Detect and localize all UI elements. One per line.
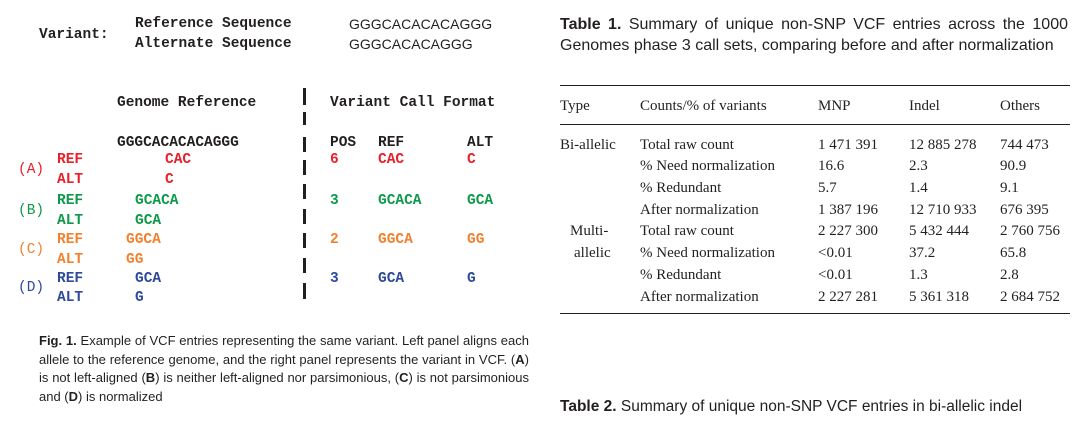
- table-cell: 1.3: [909, 267, 928, 283]
- table-header-rule: [560, 124, 1070, 125]
- case-b-ref-allele: GCACA: [135, 193, 179, 209]
- table-top-rule: [560, 85, 1070, 86]
- table-cell: Total raw count: [640, 223, 734, 239]
- case-a-vcf-alt: C: [467, 152, 476, 168]
- genome-reference-header: Genome Reference: [117, 95, 257, 111]
- table-bottom-rule: [560, 313, 1070, 314]
- table-cell: 9.1: [1000, 180, 1019, 196]
- table-cell: 2.3: [909, 158, 928, 174]
- table-cell: 16.6: [818, 158, 845, 174]
- pos-column-header: POS: [330, 135, 357, 151]
- table-cell: After normalization: [640, 202, 759, 218]
- genome-sequence: GGGCACACACAGGG: [117, 135, 239, 151]
- table-header-counts: Counts/% of variants: [640, 98, 767, 114]
- case-b-alt-allele: GCA: [135, 213, 162, 229]
- figure-caption: Fig. 1. Example of VCF entries representing the same variant. Left panel aligns each allele to the reference genome, and the right panel represents the variant in VCF. (A) is not left-aligned (B) is neither left-aligned nor parsimonious, (C) is not parsimonious and (D) is normalized: [39, 333, 529, 404]
- table-cell: Total raw count: [640, 137, 734, 153]
- table-cell: 744 473: [1000, 137, 1049, 153]
- case-d-pos: 3: [330, 271, 339, 287]
- table-cell: 65.8: [1000, 245, 1027, 261]
- case-a-ref-word: REF: [57, 152, 84, 168]
- table-cell: After normalization: [640, 289, 759, 305]
- table-cell: 2 227 281: [818, 289, 878, 305]
- case-c-alt-allele: GG: [126, 252, 144, 268]
- alt-column-header: ALT: [467, 135, 494, 151]
- group-multi-allelic-line1: Multi-: [570, 223, 609, 239]
- case-d-vcf-alt: G: [467, 271, 476, 287]
- alternate-sequence-label: Alternate Sequence: [135, 36, 292, 52]
- case-d-label: (D): [18, 280, 45, 296]
- case-d-vcf-ref: GCA: [378, 271, 405, 287]
- table-cell: 2 227 300: [818, 223, 878, 239]
- table-header-type: Type: [560, 98, 590, 114]
- table-cell: % Need normalization: [640, 245, 775, 261]
- table-cell: <0.01: [818, 267, 853, 283]
- case-d-alt-allele: G: [135, 290, 144, 306]
- case-b-alt-word: ALT: [57, 213, 84, 229]
- case-a-alt-allele: C: [165, 172, 174, 188]
- table-cell: 5 432 444: [909, 223, 969, 239]
- reference-sequence: GGGCACACACAGGG: [349, 16, 493, 32]
- table-cell: 2 760 756: [1000, 223, 1060, 239]
- variant-call-format-header: Variant Call Format: [330, 95, 496, 111]
- case-b-vcf-alt: GCA: [467, 193, 494, 209]
- case-a-label: (A): [18, 162, 45, 178]
- table-cell: 90.9: [1000, 158, 1027, 174]
- group-bi-allelic: Bi-allelic: [560, 137, 616, 153]
- case-b-pos: 3: [330, 193, 339, 209]
- case-c-label: (C): [18, 242, 45, 258]
- table-cell: % Need normalization: [640, 158, 775, 174]
- table-cell: 12 885 278: [909, 137, 977, 153]
- case-b-vcf-ref: GCACA: [378, 193, 422, 209]
- table-2-title: Table 2. Summary of unique non-SNP VCF entries in bi-allelic indel: [560, 398, 1023, 415]
- table-cell: 2 684 752: [1000, 289, 1060, 305]
- table-cell: 2.8: [1000, 267, 1019, 283]
- case-c-vcf-alt: GG: [467, 232, 485, 248]
- table-cell: % Redundant: [640, 267, 722, 283]
- case-a-ref-allele: CAC: [165, 152, 192, 168]
- case-b-label: (B): [18, 203, 45, 219]
- table-cell: 5 361 318: [909, 289, 969, 305]
- table-cell: 5.7: [818, 180, 837, 196]
- case-a-alt-word: ALT: [57, 172, 84, 188]
- case-a-pos: 6: [330, 152, 339, 168]
- case-d-ref-word: REF: [57, 271, 84, 287]
- table-cell: <0.01: [818, 245, 853, 261]
- case-d-ref-allele: GCA: [135, 271, 162, 287]
- group-multi-allelic-line2: allelic: [574, 245, 611, 261]
- table-cell: 1 387 196: [818, 202, 878, 218]
- table-cell: 676 395: [1000, 202, 1049, 218]
- case-d-alt-word: ALT: [57, 290, 84, 306]
- ref-column-header: REF: [378, 135, 405, 151]
- table-header-indel: Indel: [909, 98, 940, 114]
- table-1-title: Table 1. Summary of unique non-SNP VCF entries across the 1000 Genomes phase 3 call sets, comparing before and after normalization: [560, 16, 1069, 54]
- table-header-others: Others: [1000, 98, 1040, 114]
- table-cell: 12 710 933: [909, 202, 977, 218]
- case-c-alt-word: ALT: [57, 252, 84, 268]
- case-c-ref-word: REF: [57, 232, 84, 248]
- alternate-sequence: GGGCACACAGGG: [349, 36, 473, 52]
- case-c-ref-allele: GGCA: [126, 232, 161, 248]
- case-b-ref-word: REF: [57, 193, 84, 209]
- case-c-pos: 2: [330, 232, 339, 248]
- case-c-vcf-ref: GGCA: [378, 232, 413, 248]
- table-cell: 1.4: [909, 180, 928, 196]
- table-cell: 1 471 391: [818, 137, 878, 153]
- table-header-mnp: MNP: [818, 98, 851, 114]
- case-a-vcf-ref: CAC: [378, 152, 405, 168]
- reference-sequence-label: Reference Sequence: [135, 16, 292, 32]
- table-cell: % Redundant: [640, 180, 722, 196]
- table-cell: 37.2: [909, 245, 936, 261]
- variant-label: Variant:: [39, 27, 109, 43]
